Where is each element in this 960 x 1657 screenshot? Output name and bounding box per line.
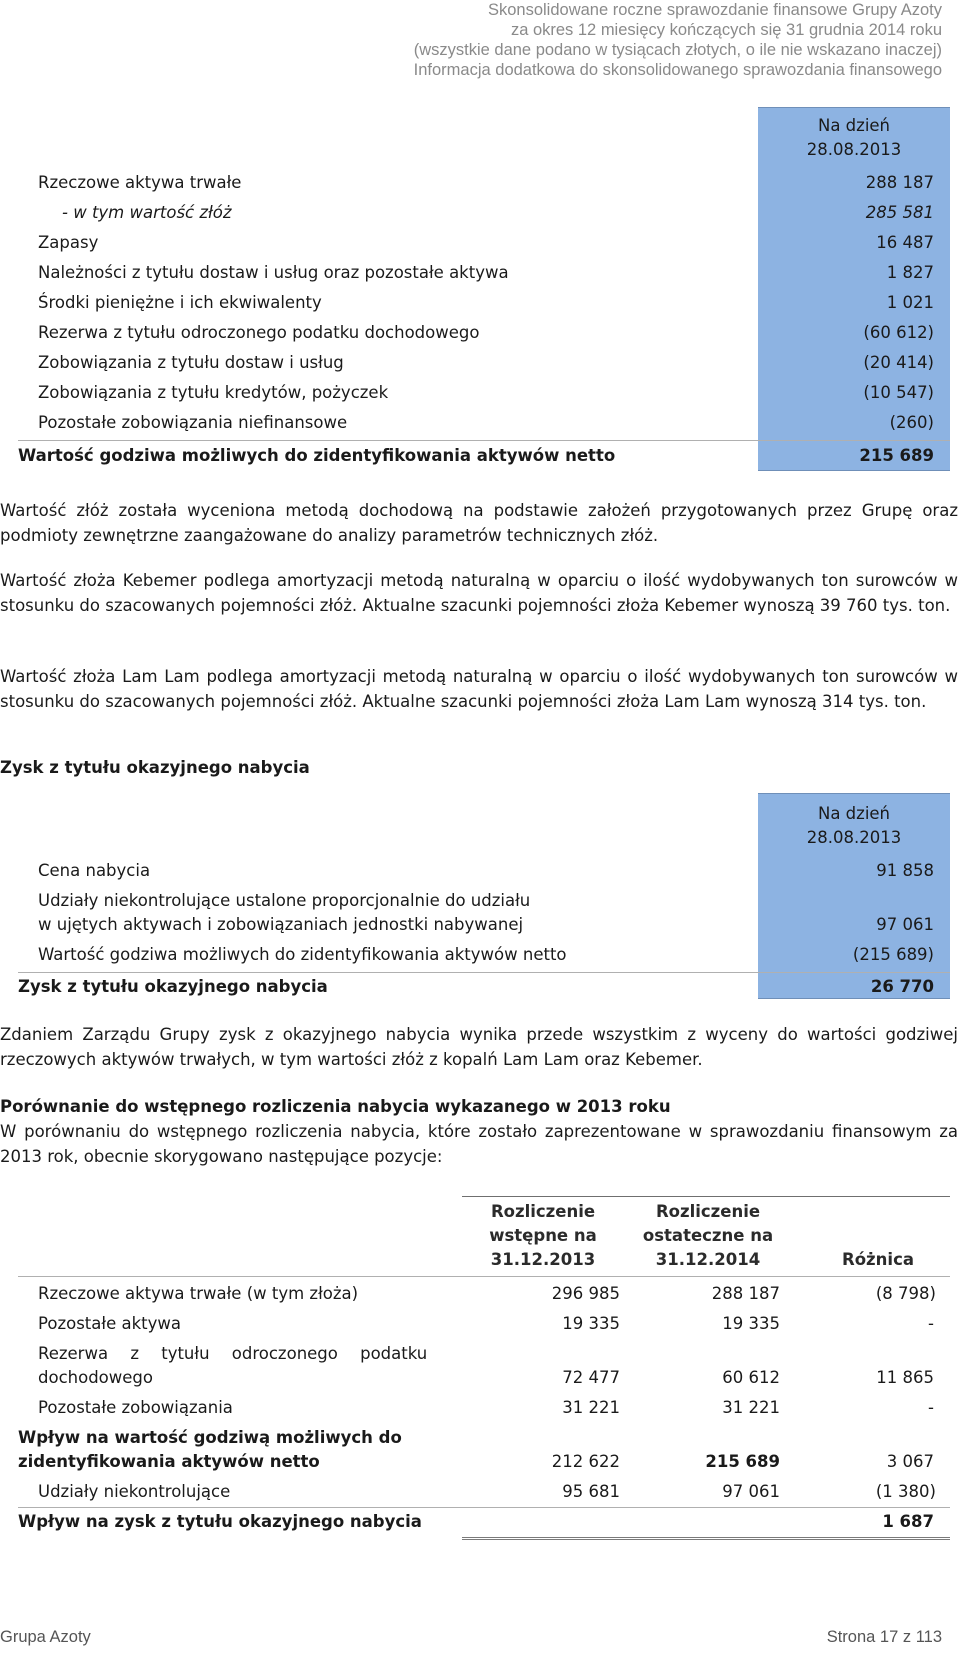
paragraph-valuation-method: Wartość złóż została wyceniona metodą dochodową na podstawie założeń przygotowanych przez Grupę oraz podmioty zewnętrzne zaangażowane do analizy parametrów technicznych złóż. [0,501,958,545]
table3-header-final-line: 31.12.2014 [655,1250,761,1269]
table1-row-value: 1 827 [886,263,934,282]
table1-row-label: Środki pieniężne i ich ekwiwalenty [38,293,322,312]
table1-row-value: 285 581 [865,203,934,222]
table3-row-final: 215 689 [705,1452,780,1471]
table1-header-line1: Na dzień [817,116,891,135]
table3-row-label: dochodowego [38,1368,153,1387]
header-line-4: Informacja dodatkowa do skonsolidowanego sprawozdania finansowego [413,61,942,79]
table3-header-final-line: ostateczne na [642,1226,774,1245]
table3-row-label: Pozostałe zobowiązania [38,1398,233,1417]
table2-header-line2: 28.08.2013 [806,828,902,847]
table3-row-preliminary: 19 335 [562,1314,620,1333]
table1-header-rule [758,107,950,108]
table3-header-difference: Różnica [842,1250,914,1269]
table3-row-label: zidentyfikowania aktywów netto [18,1452,320,1471]
table2-total-bottom-rule [758,998,950,999]
table3-row-difference: (1 380) [875,1482,936,1501]
table1-row-label: Zobowiązania z tytułu dostaw i usług [38,353,344,372]
table3-row-preliminary: 296 985 [551,1284,620,1303]
table3-row-final: 288 187 [711,1284,780,1303]
table3-header-prelim-line: 31.12.2013 [490,1250,596,1269]
table2-header-line1: Na dzień [817,804,891,823]
table1-row-value: 1 021 [886,293,934,312]
table2-row-label: Udziały niekontrolujące ustalone proporcjonalnie do udziału [38,891,531,910]
table1-row-label: Rzeczowe aktywa trwałe [38,173,242,192]
comparison-title: Porównanie do wstępnego rozliczenia nabycia wykazanego w 2013 roku [0,1097,671,1116]
page-header [414,0,942,80]
table2-header-rule [758,793,950,794]
table3-row-final: 60 612 [722,1368,780,1387]
table3-row-label: Pozostałe aktywa [38,1314,181,1333]
table2-row-value: 91 858 [876,861,934,880]
table2-row-value: (215 689) [852,945,934,964]
table3-header-final-line: Rozliczenie [655,1202,761,1221]
table1-row-value: 16 487 [876,233,934,252]
table3-row-difference: - [928,1314,934,1333]
table3-header-preliminary [468,1200,618,1272]
table2-row-label: Wartość godziwa możliwych do zidentyfikowania aktywów netto [38,945,567,964]
table3-row-difference: - [928,1398,934,1417]
table3-header-final [628,1200,788,1272]
table1-row-value: (60 612) [863,323,934,342]
paragraph-lam-lam: Wartość złoża Lam Lam podlega amortyzacji metodą naturalną w oparciu o ilość wydobywanych ton surowców w stosunku do szacowanych pojemności złóż. Aktualne szacunki pojemności złoża Lam Lam wynoszą 314 tys. ton. [0,667,958,711]
table3-row-preliminary: 31 221 [562,1398,620,1417]
table1-row-value: (260) [889,413,934,432]
table3-row-difference: (8 798) [875,1284,936,1303]
table1-row-value: (10 547) [863,383,934,402]
table1-row-value: (20 414) [863,353,934,372]
table1-row-label: Rezerwa z tytułu odroczonego podatku dochodowego [38,323,480,342]
table3-total-top-rule [18,1507,950,1508]
table3-row-final: 31 221 [722,1398,780,1417]
table3-header-bottom-rule [18,1276,950,1277]
header-line-2: za okres 12 miesięcy kończących się 31 grudnia 2014 roku [510,21,942,39]
table1-row-label: Zapasy [38,233,99,252]
table3-row-difference: 11 865 [876,1368,934,1387]
table1-total-bottom-rule [758,470,950,471]
table3-total-label: Wpływ na zysk z tytułu okazyjnego nabycia [18,1512,422,1531]
table3-total-difference: 1 687 [882,1512,934,1531]
table3-bottom-rule [462,1537,950,1540]
table3-row-label: Rzeczowe aktywa trwałe (w tym złoża) [38,1284,359,1303]
table1-total-top-rule [18,440,950,441]
table3-row-label: Rezerwa z tytułu odroczonego podatku [38,1344,428,1363]
table2-column-header [758,802,950,850]
table1-total-value: 215 689 [859,446,934,465]
table3-header-prelim-line: Rozliczenie [490,1202,596,1221]
footer-page-number: Strona 17 z 113 [826,1628,942,1646]
table3-row-final: 97 061 [722,1482,780,1501]
paragraph-comparison-intro: W porównaniu do wstępnego rozliczenia nabycia, które zostało zaprezentowane w sprawozdaniu finansowym za 2013 rok, obecnie skorygowano następujące pozycje: [0,1122,958,1166]
footer-company: Grupa Azoty [0,1628,91,1646]
table3-header-prelim-line: wstępne na [489,1226,597,1245]
table3-header-rule [462,1196,950,1197]
header-line-1: Skonsolidowane roczne sprawozdanie finansowe Grupy Azoty [487,1,942,19]
table1-row-value: 288 187 [865,173,934,192]
table3-row-preliminary: 212 622 [551,1452,620,1471]
table3-row-preliminary: 95 681 [562,1482,620,1501]
table3-row-label: Wpływ na wartość godziwą możliwych do [18,1428,402,1447]
header-line-3: (wszystkie dane podano w tysiącach złotych, o ile nie wskazano inaczej) [413,41,942,59]
table1-header-line2: 28.08.2013 [806,140,902,159]
table2-row-value: 97 061 [876,915,934,934]
paragraph-management-opinion: Zdaniem Zarządu Grupy zysk z okazyjnego nabycia wynika przede wszystkim z wyceny do wartości godziwej rzeczowych aktywów trwałych, w tym wartości złóż z kopalń Lam Lam oraz Kebemer. [0,1025,958,1069]
table2-row-label: w ujętych aktywach i zobowiązaniach jednostki nabywanej [38,915,524,934]
table3-row-difference: 3 067 [886,1452,934,1471]
bargain-purchase-title: Zysk z tytułu okazyjnego nabycia [0,758,310,777]
table2-total-value: 26 770 [870,977,934,996]
table1-column-header [758,114,950,162]
table3-row-preliminary: 72 477 [562,1368,620,1387]
table1-row-label: - w tym wartość złóż [62,203,232,222]
table2-total-label: Zysk z tytułu okazyjnego nabycia [18,977,328,996]
table2-row-label: Cena nabycia [38,861,151,880]
table1-row-label: Pozostałe zobowiązania niefinansowe [38,413,348,432]
table1-row-label: Zobowiązania z tytułu kredytów, pożyczek [38,383,389,402]
table2-total-top-rule [18,972,950,973]
table3-row-label: Udziały niekontrolujące [38,1482,231,1501]
paragraph-kebemer: Wartość złoża Kebemer podlega amortyzacji metodą naturalną w oparciu o ilość wydobywanych ton surowców w stosunku do szacowanych pojemności złóż. Aktualne szacunki pojemności złoża Kebemer wynoszą 39 760 tys. ton. [0,571,958,615]
table3-row-final: 19 335 [722,1314,780,1333]
table1-row-label: Należności z tytułu dostaw i usług oraz pozostałe aktywa [38,263,509,282]
table1-total-label: Wartość godziwa możliwych do zidentyfikowania aktywów netto [18,446,616,465]
